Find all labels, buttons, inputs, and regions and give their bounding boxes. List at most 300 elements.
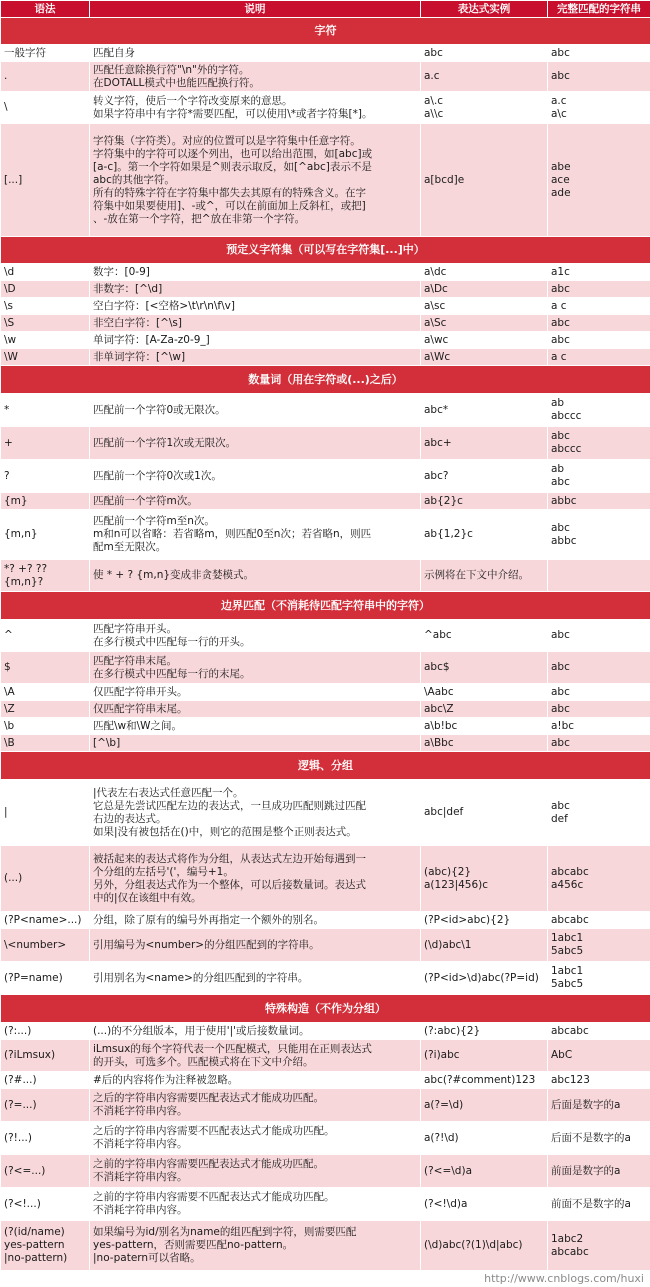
cell-line: 匹配前一个字符0次或1次。	[93, 469, 222, 482]
cell-line: 前面是数字的a	[551, 1164, 621, 1177]
cell-line: a\dc	[424, 265, 447, 278]
cell-syntax	[1, 510, 90, 560]
cell-line: a\wc	[424, 333, 449, 346]
cell-line: a\.c	[424, 94, 444, 107]
cell-line: a456c	[551, 878, 584, 891]
cell-description	[90, 1072, 421, 1089]
cell-line: 字符集中的字符可以逐个列出，也可以给出范围，如[abc]或	[93, 147, 373, 160]
cell-syntax	[1, 460, 90, 493]
cell-full-match	[548, 1221, 650, 1271]
cell-example	[421, 1023, 548, 1040]
cell-line: a1c	[551, 265, 570, 278]
cell-line: (?!...)	[4, 1131, 32, 1144]
cell-line: abc123	[551, 1073, 590, 1086]
table-row	[1, 560, 650, 592]
cell-line: 单词字符：[A-Za-z0-9_]	[93, 333, 210, 346]
cell-line: a(123|456)c	[424, 878, 489, 891]
cell-line: \Aabc	[424, 685, 454, 698]
cell-line: abc\Z	[424, 702, 454, 715]
cell-line: 的开头，可选多个。匹配模式将在下文中介绍。	[93, 1055, 314, 1068]
cell-full-match	[548, 349, 650, 366]
cell-example	[421, 124, 548, 237]
cell-syntax	[1, 929, 90, 962]
cell-line: *	[4, 403, 10, 416]
section-title-cell	[1, 237, 650, 264]
cell-full-match	[548, 1023, 650, 1040]
cell-full-match	[548, 846, 650, 912]
cell-full-match	[548, 62, 650, 92]
cell-description	[90, 45, 421, 62]
cell-description	[90, 124, 421, 237]
cell-line: 5abc5	[551, 945, 584, 957]
cell-example	[421, 701, 548, 718]
cell-line: [a-c]。第一个字符如果是^则表示取反，如[^abc]表示不是	[93, 160, 372, 173]
cell-line: \w	[4, 333, 17, 346]
cell-example	[421, 62, 548, 92]
table-row	[1, 929, 650, 962]
cell-example	[421, 264, 548, 281]
cell-full-match	[548, 298, 650, 315]
cell-line: 示例将在下文中介绍。	[424, 569, 529, 581]
cell-line: \W	[4, 350, 18, 363]
cell-line: 匹配字符串开头。	[93, 622, 177, 635]
cell-line: a\Bbc	[424, 736, 454, 749]
cell-line: abc	[551, 736, 570, 749]
cell-line: \S	[4, 316, 15, 329]
cell-example	[421, 298, 548, 315]
cell-line: a.c	[551, 94, 567, 107]
cell-description	[90, 1122, 421, 1155]
cell-description	[90, 493, 421, 510]
section-header	[1, 592, 650, 620]
cell-line: a(?!\d)	[424, 1131, 459, 1144]
cell-line: 1abc1	[551, 965, 584, 977]
cell-line: 配m至无限次。	[93, 541, 167, 553]
cell-line: abc	[551, 476, 570, 488]
section-title: 特殊构造（不作为分组）	[265, 1001, 386, 1015]
cell-line: (?#...)	[4, 1073, 37, 1086]
cell-line: {m,n}?	[4, 575, 44, 588]
cell-example	[421, 1089, 548, 1122]
cell-line: m和n可以省略：若省略m，则匹配0至n次；若省略n，则匹	[93, 528, 372, 540]
table-row	[1, 1122, 650, 1155]
cell-line: a\Dc	[424, 282, 448, 295]
header-full-match: 完整匹配的字符串	[548, 1, 650, 18]
cell-line: abc$	[424, 661, 450, 673]
cell-line: 不消耗字符串内容。	[93, 1171, 188, 1183]
cell-line: abc	[551, 685, 570, 698]
section-title: 数量词（用在字符或(...)之后）	[248, 372, 403, 386]
cell-line: (?P<id>abc){2}	[424, 913, 511, 926]
cell-example	[421, 735, 548, 752]
cell-description	[90, 962, 421, 995]
cell-line: 字符集（字符类）。对应的位置可以是字符集中任意字符。	[93, 134, 361, 147]
cell-description	[90, 846, 421, 912]
cell-line: 个分组的左括号'('，编号+1。	[93, 865, 234, 878]
cell-line: abc	[551, 521, 570, 534]
cell-syntax	[1, 62, 90, 92]
cell-line: ab{1,2}c	[424, 528, 473, 540]
cell-line: (...)的不分组版本，用于使用'|'或后接数量词。	[93, 1024, 310, 1037]
table-row	[1, 315, 650, 332]
cell-example	[421, 493, 548, 510]
cell-description	[90, 1188, 421, 1221]
cell-line: abc	[551, 70, 570, 82]
cell-line: \<number>	[4, 938, 67, 951]
header-description: 说明	[90, 1, 421, 18]
cell-line: 之前的字符串内容需要匹配表达式才能成功匹配。	[93, 1158, 324, 1170]
cell-full-match	[548, 124, 650, 237]
table-row	[1, 718, 650, 735]
cell-syntax	[1, 493, 90, 510]
section-title: 边界匹配（不消耗待匹配字符串中的字符）	[221, 598, 430, 612]
cell-line: (?<!...)	[4, 1197, 41, 1210]
cell-syntax	[1, 332, 90, 349]
cell-line: yes-pattern，否则需要匹配no-pattern。	[93, 1239, 294, 1251]
cell-full-match	[548, 460, 650, 493]
cell-line: abc	[551, 316, 570, 329]
cell-description	[90, 560, 421, 592]
cell-line: abc?	[424, 469, 449, 482]
cell-line: abccc	[551, 443, 582, 455]
table-row	[1, 45, 650, 62]
cell-line: |no-patern可以省略。	[93, 1252, 201, 1264]
cell-line: 另外，分组表达式作为一个整体，可以后接数量词。表达式	[93, 878, 366, 891]
cell-line: (?:abc){2}	[424, 1024, 481, 1037]
table-row	[1, 510, 650, 560]
cell-syntax	[1, 1040, 90, 1072]
cell-syntax	[1, 684, 90, 701]
cell-line: ade	[551, 186, 571, 199]
cell-line: ab	[551, 397, 565, 409]
cell-line: a[bcd]e	[424, 173, 465, 186]
cell-line: abc|def	[424, 806, 464, 818]
table-row	[1, 427, 650, 460]
cell-description	[90, 1221, 421, 1271]
table-row	[1, 264, 650, 281]
cell-line: 5abc5	[551, 978, 584, 990]
cell-example	[421, 962, 548, 995]
cell-description	[90, 929, 421, 962]
cell-description	[90, 1155, 421, 1188]
cell-description	[90, 315, 421, 332]
cell-line: 之后的字符串内容需要匹配表达式才能成功匹配。	[93, 1092, 324, 1104]
cell-line: AbC	[551, 1049, 573, 1061]
cell-full-match	[548, 510, 650, 560]
cell-example	[421, 1188, 548, 1221]
cell-line: abc	[551, 430, 570, 442]
table-row	[1, 62, 650, 92]
cell-line: 它总是先尝试匹配左边的表达式，一旦成功匹配则跳过匹配	[93, 799, 366, 812]
table-row	[1, 1188, 650, 1221]
cell-line: 分组，除了原有的编号外再指定一个额外的别名。	[93, 913, 324, 926]
cell-syntax	[1, 962, 90, 995]
cell-description	[90, 264, 421, 281]
table-row	[1, 1221, 650, 1271]
cell-example	[421, 1221, 548, 1271]
cell-line: (?P=name)	[4, 971, 63, 984]
cell-line: a\sc	[424, 299, 446, 312]
cell-line: a\c	[551, 107, 567, 120]
cell-line: 非数字：[^\d]	[93, 282, 163, 295]
table-row	[1, 620, 650, 652]
cell-description	[90, 349, 421, 366]
cell-full-match	[548, 1155, 650, 1188]
cell-syntax	[1, 427, 90, 460]
cell-description	[90, 780, 421, 846]
cell-line: 后面不是数字的a	[551, 1131, 631, 1144]
section-title-cell	[1, 592, 650, 620]
cell-description	[90, 394, 421, 427]
cell-full-match	[548, 620, 650, 652]
cell-line: a\\c	[424, 107, 444, 120]
cell-example	[421, 684, 548, 701]
cell-line: 前面不是数字的a	[551, 1197, 631, 1210]
cell-line: 不消耗字符串内容。	[93, 1138, 188, 1150]
cell-description	[90, 620, 421, 652]
cell-line: ^abc	[424, 629, 452, 641]
cell-line: 之后的字符串内容需要不匹配表达式才能成功匹配。	[93, 1125, 335, 1137]
cell-line: +	[4, 436, 13, 449]
cell-line: 不消耗字符串内容。	[93, 1204, 188, 1216]
cell-description	[90, 652, 421, 684]
cell-example	[421, 1072, 548, 1089]
cell-full-match	[548, 45, 650, 62]
cell-line: 仅匹配字符串末尾。	[93, 702, 188, 715]
cell-syntax	[1, 281, 90, 298]
cell-syntax	[1, 264, 90, 281]
section-title-cell	[1, 366, 650, 394]
cell-line: a!bc	[551, 719, 575, 732]
cell-line: abbc	[551, 494, 577, 507]
cell-syntax	[1, 846, 90, 912]
cell-syntax	[1, 394, 90, 427]
cell-line: 所有的特殊字符在字符集中都失去其原有的特殊含义。在字	[93, 186, 366, 199]
cell-line: \D	[4, 282, 16, 295]
cell-line: |代表左右表达式任意匹配一个。	[93, 786, 244, 799]
cell-line: abc	[551, 629, 570, 641]
cell-description	[90, 701, 421, 718]
cell-line: (?:...)	[4, 1024, 32, 1037]
watermark: http://www.cnblogs.com/huxi	[484, 1272, 644, 1285]
cell-example	[421, 718, 548, 735]
table-body	[1, 18, 650, 1271]
cell-line: abc	[551, 702, 570, 715]
cell-description	[90, 460, 421, 493]
cell-full-match	[548, 1122, 650, 1155]
table-row	[1, 962, 650, 995]
cell-full-match	[548, 332, 650, 349]
cell-syntax	[1, 315, 90, 332]
cell-line: (?<=...)	[4, 1164, 46, 1177]
cell-line: abc	[551, 282, 570, 295]
table-row	[1, 493, 650, 510]
cell-full-match	[548, 394, 650, 427]
cell-example	[421, 780, 548, 846]
cell-line: 中的|仅在该组中有效。	[93, 891, 202, 904]
cell-description	[90, 510, 421, 560]
cell-description	[90, 62, 421, 92]
cell-syntax	[1, 1089, 90, 1122]
cell-line: ab	[551, 463, 565, 475]
cell-line: 数字：[0-9]	[93, 265, 150, 278]
cell-line: 空白字符：[<空格>\t\r\n\f\v]	[93, 299, 235, 312]
cell-example	[421, 846, 548, 912]
cell-line: abc	[551, 46, 570, 59]
cell-syntax	[1, 912, 90, 929]
table-row	[1, 281, 650, 298]
cell-line: ?	[4, 469, 10, 482]
cell-line: iLmsux的每个字符代表一个匹配模式，只能用在正则表达式	[93, 1042, 372, 1055]
cell-full-match	[548, 92, 650, 124]
table-row	[1, 349, 650, 366]
cell-line: [^\b]	[93, 736, 121, 749]
cell-line: \	[4, 101, 8, 113]
cell-example	[421, 394, 548, 427]
cell-line: (?P<id>\d)abc(?P=id)	[424, 971, 539, 984]
cell-syntax	[1, 92, 90, 124]
cell-line: .	[4, 70, 8, 82]
cell-description	[90, 1089, 421, 1122]
cell-line: 之前的字符串内容需要不匹配表达式才能成功匹配。	[93, 1191, 335, 1203]
cell-full-match	[548, 780, 650, 846]
cell-line: 一般字符	[4, 46, 46, 59]
cell-full-match	[548, 1089, 650, 1122]
table-row	[1, 298, 650, 315]
cell-description	[90, 735, 421, 752]
table-row	[1, 92, 650, 124]
cell-line: 如果字符串中有字符*需要匹配，可以使用\*或者字符集[*]。	[93, 107, 373, 120]
cell-line: (abc){2}	[424, 865, 472, 878]
cell-line: 在多行模式中匹配每一行的开头。	[93, 635, 251, 648]
cell-example	[421, 620, 548, 652]
cell-description	[90, 298, 421, 315]
cell-line: 引用别名为<name>的分组匹配到的字符串。	[93, 971, 309, 984]
cell-line: 如果|没有被包括在()中，则它的范围是整个正则表达式。	[93, 825, 357, 838]
table-row	[1, 735, 650, 752]
cell-example	[421, 281, 548, 298]
cell-line: abc(?#comment)123	[424, 1073, 536, 1086]
section-header	[1, 237, 650, 264]
cell-line: 1abc1	[551, 932, 584, 944]
section-header	[1, 18, 650, 45]
cell-line: abc+	[424, 436, 452, 449]
table-row	[1, 684, 650, 701]
section-title-cell	[1, 995, 650, 1023]
cell-line: abcabc	[551, 1024, 589, 1037]
cell-line: 使 * + ? {m,n}变成非贪婪模式。	[93, 569, 255, 581]
table-row	[1, 652, 650, 684]
cell-line: \Z	[4, 702, 15, 715]
cell-full-match	[548, 652, 650, 684]
cell-line: abe	[551, 160, 571, 173]
cell-line: 非空白字符：[^\s]	[93, 316, 182, 329]
cell-line: a c	[551, 299, 567, 312]
cell-line: 符集中如果要使用]、-或^，可以在前面加上反斜杠，或把]	[93, 199, 366, 212]
cell-full-match	[548, 427, 650, 460]
cell-line: abc*	[424, 403, 449, 416]
cell-line: abccc	[551, 410, 582, 422]
table-row	[1, 846, 650, 912]
cell-example	[421, 349, 548, 366]
cell-example	[421, 427, 548, 460]
cell-example	[421, 1122, 548, 1155]
cell-line: (\d)abc(?(1)\d|abc)	[424, 1239, 523, 1251]
cell-line: 如果编号为id/别名为name的组匹配到字符，则需要匹配	[93, 1226, 357, 1238]
cell-line: 匹配字符串末尾。	[93, 654, 177, 667]
cell-syntax	[1, 1122, 90, 1155]
cell-description	[90, 912, 421, 929]
cell-line: abc的其他字符。	[93, 173, 175, 186]
cell-line: 匹配\w和\W之间。	[93, 719, 183, 732]
cell-line: abc	[424, 46, 443, 59]
cell-line: \B	[4, 736, 15, 749]
cell-example	[421, 315, 548, 332]
header-row	[1, 1, 650, 18]
cell-full-match	[548, 493, 650, 510]
cell-full-match	[548, 281, 650, 298]
section-title-cell	[1, 752, 650, 780]
table-row	[1, 1072, 650, 1089]
cell-line: abc	[551, 333, 570, 346]
table-row	[1, 701, 650, 718]
cell-full-match	[548, 315, 650, 332]
cell-syntax	[1, 560, 90, 592]
cell-full-match	[548, 560, 650, 592]
cell-line: a\Wc	[424, 350, 451, 363]
section-header	[1, 995, 650, 1023]
table-row	[1, 1040, 650, 1072]
table-row	[1, 124, 650, 237]
cell-line: {m}	[4, 494, 28, 507]
header-example: 表达式实例	[421, 1, 548, 18]
cell-line: 匹配自身	[93, 46, 135, 59]
cell-full-match	[548, 929, 650, 962]
cell-line: #后的内容将作为注释被忽略。	[93, 1073, 239, 1086]
section-title: 预定义字符集（可以写在字符集[...]中）	[226, 243, 425, 256]
cell-line: (?P<name>...)	[4, 913, 82, 926]
cell-line: (...)	[4, 872, 23, 884]
cell-syntax	[1, 45, 90, 62]
cell-syntax	[1, 780, 90, 846]
cell-line: abc	[551, 799, 570, 812]
cell-line: 被括起来的表达式将作为分组，从表达式左边开始每遇到一	[93, 852, 366, 865]
cell-line: 匹配任意除换行符"\n"外的字符。	[93, 63, 250, 76]
cell-line: 转义字符，使后一个字符改变原来的意思。	[93, 94, 293, 107]
cell-line: abcabc	[551, 865, 589, 878]
cell-syntax	[1, 349, 90, 366]
cell-description	[90, 427, 421, 460]
cell-description	[90, 332, 421, 349]
cell-line: 右边的表达式。	[93, 812, 167, 825]
cell-description	[90, 684, 421, 701]
cell-syntax	[1, 652, 90, 684]
cell-example	[421, 510, 548, 560]
cell-line: (\d)abc\1	[424, 938, 472, 951]
cell-syntax	[1, 298, 90, 315]
cell-line: [...]	[4, 173, 23, 186]
cell-full-match	[548, 718, 650, 735]
header-syntax: 语法	[1, 1, 90, 18]
cell-syntax	[1, 701, 90, 718]
cell-full-match	[548, 264, 650, 281]
cell-line: a c	[551, 350, 567, 363]
cell-line: \s	[4, 299, 14, 312]
cell-line: 在多行模式中匹配每一行的末尾。	[93, 667, 251, 680]
table-row	[1, 1023, 650, 1040]
cell-full-match	[548, 962, 650, 995]
cell-line: 非单词字符：[^\w]	[93, 350, 186, 363]
